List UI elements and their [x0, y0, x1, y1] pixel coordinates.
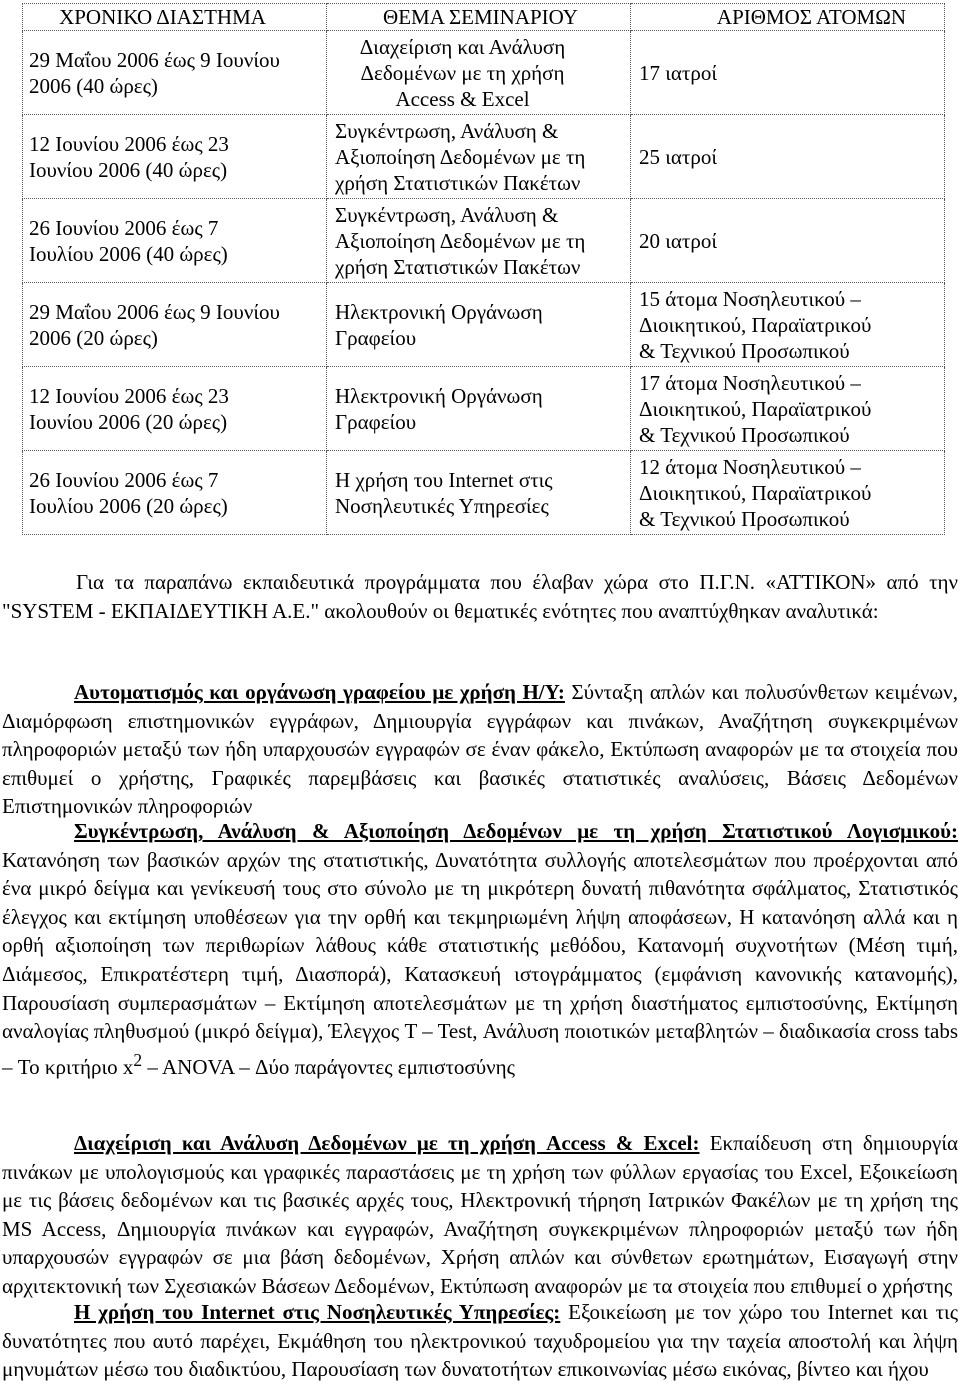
people-count-cell: [631, 283, 945, 367]
cell-line: 12 Ιουνίου 2006 έως 23: [29, 131, 229, 156]
cell-line: Γραφείου: [335, 325, 417, 350]
intro-text: Για τα παραπάνω εκπαιδευτικά προγράμματα που έλαβαν χώρα στο Π.Γ.Ν. «ΑΤΤΙΚΟΝ» από την "SYSTEM - ΕΚΠΑΙΔΕΥΤΙΚΗ Α.Ε." ακολουθούν οι θεματικές ενότητες που αναπτύχθηκαν αναλυτικά:: [2, 570, 958, 623]
cell-line: Access & Excel: [395, 86, 530, 111]
section-heading: Η χρήση του Internet στις Νοσηλευτικές Υπηρεσίες:: [74, 1300, 561, 1324]
cell-line: & Τεχνικού Προσωπικού: [639, 506, 850, 531]
cell-line: Συγκέντρωση, Ανάλυση &: [335, 118, 559, 143]
cell-line: Συγκέντρωση, Ανάλυση &: [335, 202, 559, 227]
table-row: [23, 451, 945, 535]
section-office-automation: [2, 678, 958, 821]
topic-cell: [327, 199, 631, 283]
period-cell: [23, 115, 327, 199]
header-period: ΧΡΟΝΙΚΟ ΔΙΑΣΤΗΜΑ: [23, 4, 327, 31]
people-count-cell: [631, 31, 945, 115]
section-body-continued: – ANOVA – Δύο παράγοντες εμπιστοσύνης: [142, 1054, 515, 1079]
table-row: [23, 115, 945, 199]
period-cell: [23, 199, 327, 283]
cell-line: Ηλεκτρονική Οργάνωση: [335, 383, 543, 408]
cell-line: Αξιοποίηση Δεδομένων με τη: [335, 144, 586, 169]
cell-line: & Τεχνικού Προσωπικού: [639, 338, 850, 363]
table-row: [23, 199, 945, 283]
period-cell: [23, 451, 327, 535]
header-people-count: ΑΡΙΘΜΟΣ ΑΤΟΜΩΝ: [631, 4, 945, 31]
cell-line: 17 άτομα Νοσηλευτικού –: [639, 370, 861, 395]
cell-line: Ηλεκτρονική Οργάνωση: [335, 299, 543, 324]
cell-line: Διοικητικού, Παραϊατρικού: [639, 312, 872, 337]
section-body: Εξοικείωση με τον χώρο του Internet και τις δυνατότητες που αυτό παρέχει, Εκμάθηση του ηλεκτρονικού ταχυδρομείου για την ταχεία αποστολή και λήψη μηνυμάτων μέσω του διαδικτύου, Παρουσίαση των δυνατοτήτων επικοινωνίας μέσω εικόνας, βίντεο και ήχου: [2, 1300, 959, 1382]
table-row: [23, 283, 945, 367]
cell-line: χρήση Στατιστικών Πακέτων: [335, 254, 581, 279]
section-heading: Διαχείριση και Ανάλυση Δεδομένων με τη χρήση Access & Excel:: [74, 1131, 700, 1155]
period-cell: [23, 367, 327, 451]
people-count-cell: [631, 199, 945, 283]
cell-line: Γραφείου: [335, 409, 417, 434]
cell-line: 29 Μαΐου 2006 έως 9 Ιουνίου: [29, 299, 280, 324]
cell-line: χρήση Στατιστικών Πακέτων: [335, 170, 581, 195]
table-header-row: [23, 4, 945, 31]
topic-cell: [327, 115, 631, 199]
people-count-cell: [631, 451, 945, 535]
cell-line: 26 Ιουνίου 2006 έως 7: [29, 467, 219, 492]
cell-line: 17 ιατροί: [639, 60, 717, 85]
section-access-excel: [2, 1129, 958, 1301]
cell-line: 25 ιατροί: [639, 144, 717, 169]
section-statistics: [2, 817, 958, 1081]
cell-line: 12 άτομα Νοσηλευτικού –: [639, 454, 861, 479]
section-internet: [2, 1298, 958, 1384]
cell-line: 15 άτομα Νοσηλευτικού –: [639, 286, 861, 311]
cell-line: Διοικητικού, Παραϊατρικού: [639, 480, 872, 505]
cell-line: Ιουλίου 2006 (20 ώρες): [29, 493, 228, 518]
cell-line: 2006 (20 ώρες): [29, 325, 158, 350]
table-row: [23, 367, 945, 451]
cell-line: Δεδομένων με τη χρήση: [360, 60, 565, 85]
section-heading: Συγκέντρωση, Ανάλυση & Αξιοποίηση Δεδομένων με τη χρήση Στατιστικού Λογισμικού:: [74, 819, 958, 843]
cell-line: Διαχείριση και Ανάλυση: [359, 34, 566, 59]
cell-line: 29 Μαΐου 2006 έως 9 Ιουνίου: [29, 47, 280, 72]
cell-line: Η χρήση του Internet στις: [335, 467, 553, 492]
topic-cell: [327, 367, 631, 451]
people-count-cell: [631, 115, 945, 199]
section-heading: Αυτοματισμός και οργάνωση γραφείου με χρήση Η/Υ:: [74, 680, 565, 704]
cell-line: Ιουλίου 2006 (40 ώρες): [29, 241, 228, 266]
cell-line: Ιουνίου 2006 (20 ώρες): [29, 409, 228, 434]
topic-cell: [327, 283, 631, 367]
cell-line: Νοσηλευτικές Υπηρεσίες: [335, 493, 549, 518]
table-row: [23, 31, 945, 115]
cell-line: 12 Ιουνίου 2006 έως 23: [29, 383, 229, 408]
superscript: 2: [133, 1049, 143, 1070]
cell-line: Διοικητικού, Παραϊατρικού: [639, 396, 872, 421]
people-count-cell: [631, 367, 945, 451]
cell-line: & Τεχνικού Προσωπικού: [639, 422, 850, 447]
seminar-schedule-table: [22, 3, 945, 535]
section-body: Εκπαίδευση στη δημιουργία πινάκων με υπολογισμούς και γραφικές παραστάσεις με τη χρήση των φύλλων εργασίας του Excel, Εξοικείωση με τις βάσεις δεδομένων και τις βασικές αρχές τους, Ηλεκτρονική τήρηση Ιατρικών Φακέλων με τη χρήση της MS Access, Δημιουργία πινάκων και εγγραφών, Αναζήτηση συγκεκριμένων πληροφοριών μεταξύ των ήδη υπαρχουσών εγγραφών σε μια βάση δεδομένων, Χρήση απλών και σύνθετων ερωτημάτων, Εισαγωγή στην αρχιτεκτονική των Σχεσιακών Βάσεων Δεδομένων, Εκτύπωση αναφορών με τα στοιχεία που επιθυμεί ο χρήστης: [2, 1131, 958, 1298]
cell-line: Ιουνίου 2006 (40 ώρες): [29, 157, 228, 182]
cell-line: 20 ιατροί: [639, 228, 717, 253]
section-body: Κατανόηση των βασικών αρχών της στατιστικής, Δυνατότητα συλλογής αποτελεσμάτων που προέρχονται από ένα μικρό δείγμα και γενίκευσή τους στο σύνολο με τη μικρότερη δυνατή πιθανότητα σφάλματος, Στατιστικός έλεγχος και εκτίμηση υποθέσεων για την ορθή και τεκμηριωμένη λήψη αποφάσεων, Η κατανόηση αλλά και η ορθή αξιοποίηση των περιθωρίων λάθους κάθε στατιστικής μεθόδου, Κατανομή συχνοτήτων (Μέση τιμή, Διάμεσος, Επικρατέστερη τιμή, Διασπορά), Κατασκευή ιστογράμματος (εμφάνιση κανονικής κατανομής), Παρουσίαση συμπερασμάτων – Εκτίμηση αποτελεσμάτων με τη χρήση διαστήματος εμπιστοσύνης, Εκτίμηση αναλογίας πληθυσμού (μικρό δείγμα), Έλεγχος T – Test, Ανάλυση ποιοτικών μεταβλητών – διαδικασία cross tabs – Το κριτήριο x: [2, 847, 958, 1079]
period-cell: [23, 283, 327, 367]
intro-paragraph: [2, 568, 958, 626]
cell-line: 2006 (40 ώρες): [29, 73, 158, 98]
header-topic: ΘΕΜΑ ΣΕΜΙΝΑΡΙΟΥ: [327, 4, 631, 31]
cell-line: 26 Ιουνίου 2006 έως 7: [29, 215, 219, 240]
topic-cell: [327, 31, 631, 115]
period-cell: [23, 31, 327, 115]
topic-cell: [327, 451, 631, 535]
section-body: Σύνταξη απλών και πολυσύνθετων κειμένων, Διαμόρφωση επιστημονικών εγγράφων, Δημιουργία εγγράφων και πινάκων, Αναζήτηση συγκεκριμένων πληροφοριών μεταξύ των ήδη υπαρχουσών εγγραφών σε έναν φάκελο, Εκτύπωση αναφορών με τα στοιχεία που επιθυμεί ο χρήστης, Γραφικές παρεμβάσεις και βασικές στατιστικές αναλύσεις, Βάσεις Δεδομένων Επιστημονικών πληροφοριών: [2, 680, 958, 819]
cell-line: Αξιοποίηση Δεδομένων με τη: [335, 228, 586, 253]
